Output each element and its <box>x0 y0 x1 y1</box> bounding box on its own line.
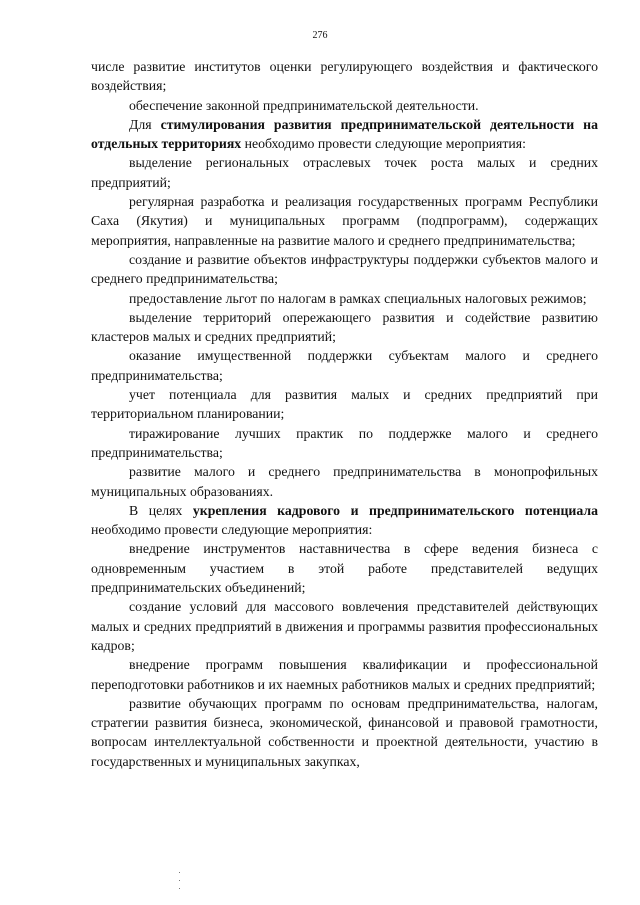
paragraph <box>91 597 598 655</box>
paragraph-text: развитие обучающих программ по основам предпринимательства, налогам, стратегии развития бизнеса, экономической, финансовой и правовой грамотности, вопросам интеллектуальной собственности и проектной деятельности, участию в государственных и муниципальных закупках, <box>91 695 598 769</box>
paragraph <box>91 462 598 501</box>
paragraph <box>91 385 598 424</box>
paragraph-text: внедрение инструментов наставничества в сфере ведения бизнеса с одновременным участием в этой работе представителей ведущих предпринимательских объединений; <box>91 541 598 596</box>
paragraph <box>91 501 598 540</box>
paragraph <box>91 289 598 308</box>
bold-phrase: стимулирования развития предпринимательской деятельности на отдельных территориях <box>91 116 599 152</box>
bold-phrase: укрепления кадрового и предпринимательского потенциала <box>192 502 598 518</box>
paragraph <box>91 153 598 192</box>
paragraph <box>91 115 598 154</box>
paragraph-text: предоставление льгот по налогам в рамках специальных налоговых режимов; <box>129 290 587 306</box>
paragraph-text: учет потенциала для развития малых и средних предприятий при территориальном планировании; <box>91 387 598 422</box>
paragraph <box>91 424 598 463</box>
paragraph-text: необходимо провести следующие мероприятия: <box>241 136 526 152</box>
paragraph <box>91 192 598 250</box>
paragraph-text: обеспечение законной предпринимательской деятельности. <box>129 97 479 113</box>
paragraph-text: необходимо провести следующие мероприятия: <box>91 522 373 538</box>
paragraph-text: Для <box>129 116 161 132</box>
paragraph <box>91 57 598 96</box>
paragraph-text: создание и развитие объектов инфраструктуры поддержки субъектов малого и среднего предпринимательства; <box>91 251 598 287</box>
page-number: 276 <box>312 30 328 41</box>
paragraph-text: внедрение программ повышения квалификации и профессиональной переподготовки работников и их наемных работников малых и средних предприятий; <box>91 657 598 692</box>
paragraph <box>91 250 598 289</box>
paragraph-text: выделение территорий опережающего развития и содействие развитию кластеров малых и средних предприятий; <box>91 309 598 345</box>
paragraph-text: регулярная разработка и реализация государственных программ Республики Саха (Якутия) и муниципальных программ (подпрограмм), содержащих мероприятия, направленные на развитие малого и среднего предпринимательства; <box>91 194 598 248</box>
paragraph <box>91 655 598 694</box>
paragraph-text: В целях <box>129 502 193 518</box>
paragraph <box>91 308 598 347</box>
paragraph-text: тиражирование лучших практик по поддержке малого и среднего предпринимательства; <box>91 425 598 460</box>
paragraph-text: создание условий для массового вовлечения представителей действующих малых и средних предприятий в движения и программы развития профессиональных кадров; <box>91 599 598 653</box>
paragraph-text: выделение региональных отраслевых точек роста малых и средних предприятий; <box>91 155 598 190</box>
paragraph <box>91 96 598 115</box>
paragraph <box>91 539 598 597</box>
paragraph-text: развитие малого и среднего предпринимательства в монопрофильных муниципальных образованиях. <box>91 464 598 499</box>
document-body <box>91 57 598 771</box>
paragraph-text: оказание имущественной поддержки субъектам малого и среднего предпринимательства; <box>91 348 598 383</box>
scan-specks <box>179 872 181 890</box>
paragraph <box>91 694 598 771</box>
paragraph-text: числе развитие институтов оценки регулирующего воздействия и фактического воздействия; <box>91 59 598 94</box>
paragraph <box>91 346 598 385</box>
